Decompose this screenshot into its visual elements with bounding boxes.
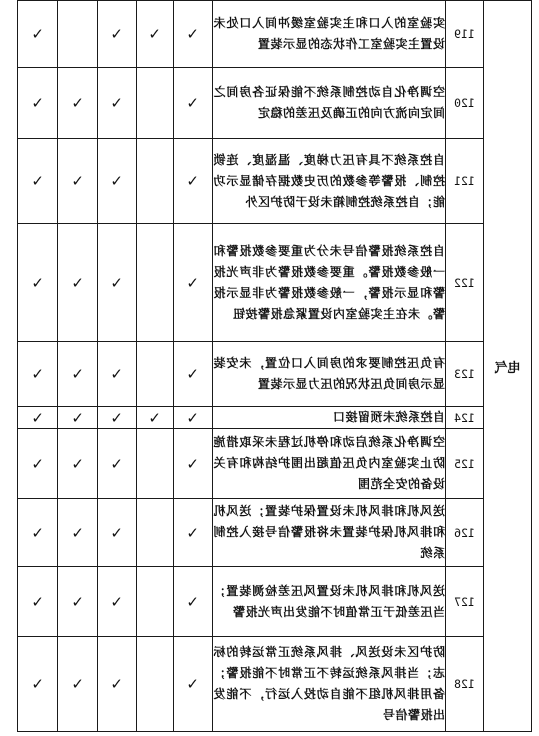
checkmark-icon: ✓ [110, 523, 124, 542]
checkmark-icon: ✓ [31, 592, 44, 611]
item-description: 防护区未设送风、排风系统正常运转的标志；当排风系统运转不正常时不能报警；备用排风机组不能自动投入运行，不能发出报警信号 [213, 637, 446, 732]
check-cell [58, 567, 98, 637]
checkmark-icon: ✓ [110, 172, 124, 190]
item-description: 有负压控制要求的房间入口位置，未安装显示房间负压状况的压力显示装置 [213, 342, 446, 407]
check-cell [98, 224, 137, 342]
checkmark-icon: ✓ [71, 408, 84, 427]
item-number: 125 [446, 429, 484, 499]
item-description: 自控系统不具有压力梯度、温湿度、连锁控制、报警等参数的历史数据存储显示功能；自控系统控制箱未设于防护区外 [213, 139, 446, 224]
item-number: 124 [446, 407, 484, 429]
checkmark-icon: ✓ [71, 523, 84, 542]
check-cell [98, 139, 137, 224]
check-cell [58, 224, 98, 342]
item-number: 126 [446, 499, 484, 567]
check-cell [98, 407, 137, 429]
check-cell [58, 342, 98, 407]
check-cell [174, 499, 213, 567]
table-row [18, 567, 532, 637]
check-cell [58, 637, 98, 732]
checkmark-icon: ✓ [71, 172, 84, 190]
inspection-table [17, 0, 532, 732]
check-cell [137, 567, 174, 637]
table-row [18, 1, 532, 68]
item-number: 119 [446, 1, 484, 68]
item-description: 实验室的入口和主实验室缓冲间入口处未设置主实验室工作状态的显示装置 [213, 1, 446, 68]
checkmark-icon: ✓ [186, 25, 200, 43]
checkmark-icon: ✓ [186, 592, 200, 611]
checkmark-icon: ✓ [186, 523, 200, 542]
checkmark-icon: ✓ [110, 94, 124, 112]
check-cell [98, 1, 137, 68]
check-cell [18, 429, 58, 499]
check-cell [174, 1, 213, 68]
table-row [18, 342, 532, 407]
item-number: 123 [446, 342, 484, 407]
check-cell [174, 224, 213, 342]
check-cell [18, 1, 58, 68]
item-description: 自控系统报警信号未分为重要参数报警和一般参数报警。重要参数报警为非声光报警和显示报警，一般参数报警为非显示报警。未在主实验室内设置紧急报警按钮 [213, 224, 446, 342]
checkmark-icon: ✓ [31, 94, 44, 112]
checkmark-icon: ✓ [186, 172, 200, 190]
item-description: 空调净化自动控制系统不能保证各房间之间定向流方向的正确及压差的稳定 [213, 68, 446, 139]
check-cell [98, 499, 137, 567]
check-cell [137, 68, 174, 139]
checkmark-icon: ✓ [186, 408, 200, 427]
check-cell [174, 139, 213, 224]
checkmark-icon: ✓ [31, 454, 44, 473]
check-cell [137, 1, 174, 68]
checkmark-icon: ✓ [71, 273, 84, 292]
checkmark-icon: ✓ [110, 454, 124, 473]
check-cell [58, 139, 98, 224]
table-row [18, 68, 532, 139]
checkmark-icon: ✓ [31, 408, 44, 427]
checkmark-icon: ✓ [71, 454, 84, 473]
check-cell [18, 342, 58, 407]
check-cell [174, 637, 213, 732]
table-row [18, 224, 532, 342]
checkmark-icon: ✓ [71, 675, 84, 693]
check-cell [18, 224, 58, 342]
check-cell [137, 407, 174, 429]
table-row [18, 637, 532, 732]
checkmark-icon: ✓ [186, 273, 200, 292]
checkmark-icon: ✓ [31, 523, 44, 542]
checkmark-icon: ✓ [110, 675, 124, 693]
item-description: 自控系统未预留接口 [213, 407, 446, 429]
checkmark-icon: ✓ [71, 94, 84, 112]
check-cell [18, 139, 58, 224]
checkmark-icon: ✓ [110, 25, 124, 43]
check-cell [137, 499, 174, 567]
check-cell [174, 407, 213, 429]
checkmark-icon: ✓ [71, 592, 84, 611]
check-cell [58, 429, 98, 499]
check-cell [58, 499, 98, 567]
check-cell [18, 68, 58, 139]
check-cell [18, 407, 58, 429]
checkmark-icon: ✓ [110, 273, 124, 292]
table-row [18, 407, 532, 429]
checkmark-icon: ✓ [110, 365, 124, 383]
check-cell [98, 429, 137, 499]
check-cell [137, 637, 174, 732]
item-number: 127 [446, 567, 484, 637]
check-cell [18, 637, 58, 732]
check-cell [137, 429, 174, 499]
checkmark-icon: ✓ [71, 365, 84, 383]
item-number: 121 [446, 139, 484, 224]
checkmark-icon: ✓ [110, 408, 124, 427]
table-row [18, 499, 532, 567]
checkmark-icon: ✓ [31, 273, 44, 292]
checkmark-icon: ✓ [110, 592, 124, 611]
checkmark-icon: ✓ [148, 25, 162, 43]
item-number: 120 [446, 68, 484, 139]
checkmark-icon: ✓ [186, 454, 200, 473]
checkmark-icon: ✓ [148, 408, 162, 427]
check-cell [58, 68, 98, 139]
item-description: 空调净化系统启动和停机过程未采取措施防止实验室内负压值超出围护结构和有关设备的安全范围 [213, 429, 446, 499]
item-description: 送风机和排风机未设置保护装置；送风机和排风机保护装置未将报警信号接入控制系统 [213, 499, 446, 567]
checkmark-icon: ✓ [31, 675, 44, 693]
check-cell [58, 407, 98, 429]
item-description: 送风机和排风机未设置风压差检测装置；当压差低于正常值时不能发出声光报警 [213, 567, 446, 637]
check-cell [174, 567, 213, 637]
check-cell [174, 342, 213, 407]
check-cell [137, 342, 174, 407]
check-cell [98, 637, 137, 732]
checkmark-icon: ✓ [31, 172, 44, 190]
item-number: 128 [446, 637, 484, 732]
check-cell [174, 429, 213, 499]
check-cell [18, 567, 58, 637]
check-cell [98, 567, 137, 637]
checkmark-icon: ✓ [186, 675, 200, 693]
check-cell [58, 1, 98, 68]
check-cell [137, 139, 174, 224]
checkmark-icon: ✓ [31, 25, 44, 43]
check-cell [174, 68, 213, 139]
checkmark-icon: ✓ [186, 365, 200, 383]
category-cell: 电气 [484, 1, 532, 732]
checkmark-icon: ✓ [186, 94, 200, 112]
checkmark-icon: ✓ [31, 365, 44, 383]
table-row [18, 429, 532, 499]
check-cell [98, 68, 137, 139]
check-cell [137, 224, 174, 342]
check-cell [18, 499, 58, 567]
item-number: 122 [446, 224, 484, 342]
check-cell [98, 342, 137, 407]
table-row [18, 139, 532, 224]
